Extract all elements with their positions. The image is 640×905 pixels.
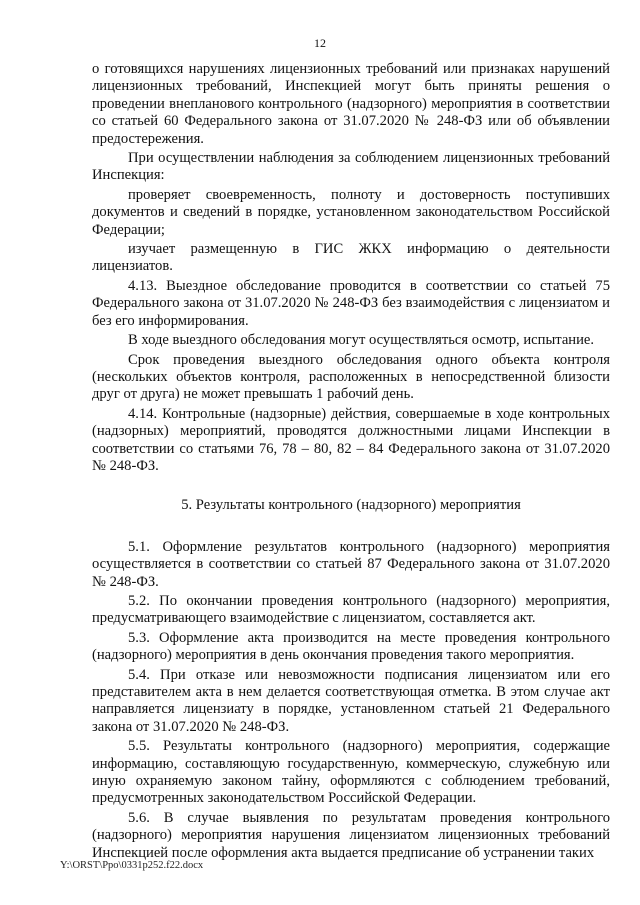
paragraph: При осуществлении наблюдения за соблюдением лицензионных требований Инспекция:: [92, 150, 610, 184]
paragraph: проверяет своевременность, полноту и достоверность поступивших документов и сведений в порядке, установленном законодательством Российской Федерации;: [92, 186, 610, 238]
footer-file-path: Y:\ORST\Ppo\0331p252.f22.docx: [60, 860, 204, 871]
paragraph: В ходе выездного обследования могут осуществляться осмотр, испытание.: [128, 332, 595, 349]
paragraph: 5.5. Результаты контрольного (надзорного) мероприятия, содержащие информацию, составляющую государственную, коммерческую, служебную или иную охраняемую законом тайну, оформляются с соблюдением требований, предусмотренных законодательством Российской Федерации.: [92, 738, 610, 807]
paragraph: 5.3. Оформление акта производится на месте проведения контрольного (надзорного) мероприятия в день окончания проведения такого мероприятия.: [92, 629, 610, 664]
paragraph: изучает размещенную в ГИС ЖКХ информацию о деятельности лицензиатов.: [92, 241, 610, 275]
paragraph: 5.1. Оформление результатов контрольного (надзорного) мероприятия осуществляется в соответствии со статьей 87 Федерального закона от 31.07.2020 № 248-ФЗ.: [92, 538, 610, 590]
paragraph: Срок проведения выездного обследования одного объекта контроля (нескольких объектов контроля, расположенных в непосредственной близости друг от друга) не может превышать 1 рабочий день.: [92, 351, 610, 403]
paragraph: 4.14. Контрольные (надзорные) действия, совершаемые в ходе контрольных (надзорных) мероприятий, проводятся должностными лицами Инспекции в соответствии со статьями 76, 78 – 80, 82 – 84 Федерального закона от 31.07.2020 № 248-ФЗ.: [92, 405, 610, 474]
paragraph: о готовящихся нарушениях лицензионных требований или признаках нарушений лицензионных требований, Инспекцией могут быть приняты решения о проведении внепланового контрольного (надзорного) мероприятия в соответствии со статьей 60 Федерального закона от 31.07.2020 № 248-ФЗ или об объявлении предостережения.: [92, 61, 610, 147]
paragraph: 5.6. В случае выявления по результатам проведения контрольного (надзорного) мероприятия нарушения лицензиатом лицензионных требований Инспекцией после оформления акта выдается предписание об устранении таких: [92, 809, 610, 861]
section-heading: 5. Результаты контрольного (надзорного) мероприятия: [181, 497, 521, 514]
page-number: 12: [314, 36, 326, 50]
paragraphs-before-heading: [92, 61, 610, 475]
paragraph: 5.4. При отказе или невозможности подписания лицензиатом или его представителем акта в нем делается соответствующая отметка. В этом случае акт направляется лицензиату в порядке, установленном статьей 21 Федерального закона от 31.07.2020 № 248-ФЗ.: [92, 666, 610, 735]
paragraph: 5.2. По окончании проведения контрольного (надзорного) мероприятия, предусматривающего взаимодействие с лицензиатом, составляется акт.: [92, 592, 610, 627]
paragraph: 4.13. Выездное обследование проводится в соответствии со статьей 75 Федерального закона от 31.07.2020 № 248-ФЗ без взаимодействия с лицензиатом и без его информирования.: [92, 277, 610, 329]
paragraphs-after-heading: [92, 539, 610, 862]
document-body: [92, 61, 610, 864]
